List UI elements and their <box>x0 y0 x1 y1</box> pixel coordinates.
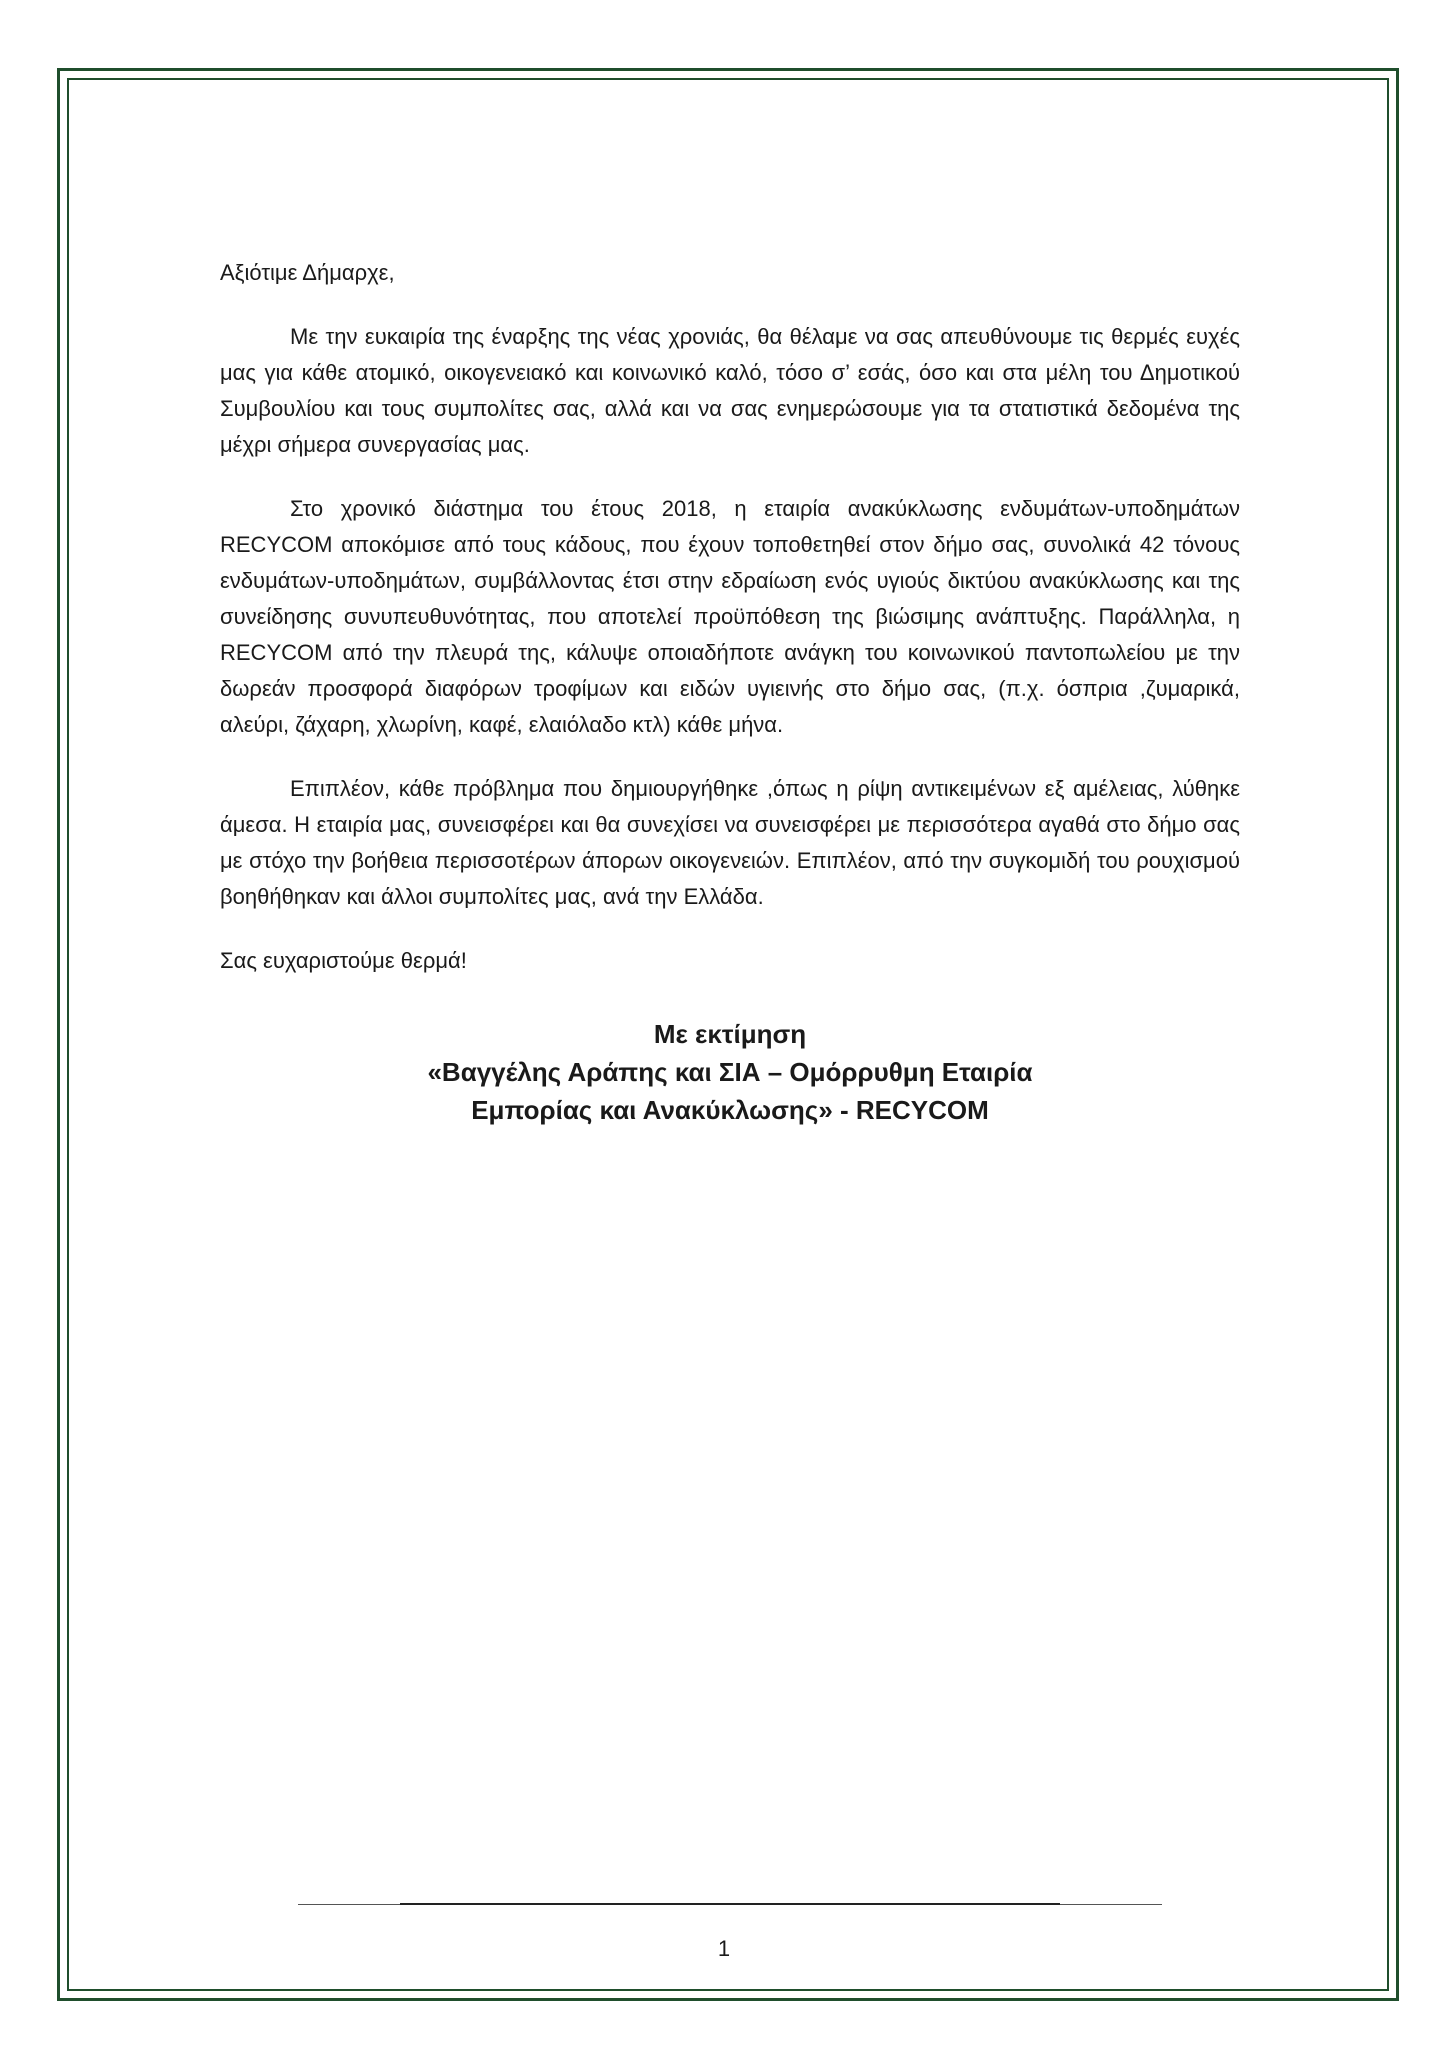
salutation: Αξιότιμε Δήμαρχε, <box>220 260 395 285</box>
paragraph-2: Στο χρονικό διάστημα του έτους 2018, η εταιρία ανακύκλωσης ενδυμάτων-υποδημάτων RECYCOM αποκόμισε από τους κάδους, που έχουν τοποθετηθεί στον δήμο σας, συνολικά 42 τόνους ενδυμάτων-υποδημάτων, συμβάλλοντας έτσι στην εδραίωση ενός υγιούς δικτύου ανακύκλωσης και της συνείδησης συνυπευθυνότητας, που αποτελεί προϋπόθεση της βιώσιμης ανάπτυξης. Παράλληλα, η RECYCOM από την πλευρά της, κάλυψε οποιαδήποτε ανάγκη του κοινωνικού παντοπωλείου με την δωρεάν προσφορά διαφόρων τροφίμων και ειδών υγιεινής στο δήμο σας, (π.χ. όσπρια ,ζυμαρικά, αλεύρι, ζάχαρη, χλωρίνη, καφέ, ελαιόλαδο κτλ) κάθε μήνα. <box>220 496 1240 737</box>
closing: Σας ευχαριστούμε θερμά! <box>220 948 467 973</box>
signature-line-2: «Βαγγέλης Αράπης και ΣΙΑ – Ομόρρυθμη Εταιρία <box>427 1057 1033 1087</box>
footer-rule-accent <box>400 1903 1060 1905</box>
paragraph-3: Επιπλέον, κάθε πρόβλημα που δημιουργήθηκε ,όπως η ρίψη αντικειμένων εξ αμέλειας, λύθηκε άμεσα. Η εταιρία μας, συνεισφέρει και θα συνεχίσει να συνεισφέρει με περισσότερα αγαθά στο δήμο σας με στόχο την βοήθεια περισσοτέρων άπορων οικογενειών. Επιπλέον, από την συγκομιδή του ρουχισμού βοηθήθηκαν και άλλοι συμπολίτες μας, ανά την Ελλάδα. <box>220 776 1240 909</box>
page-number: 1 <box>717 1936 731 1961</box>
signature-line-1: Με εκτίμηση <box>653 1019 807 1049</box>
signature-line-3: Εμπορίας και Ανακύκλωσης» - RECYCOM <box>471 1095 989 1125</box>
letter-body <box>220 255 1240 1129</box>
paragraph-1: Με την ευκαιρία της έναρξης της νέας χρονιάς, θα θέλαμε να σας απευθύνουμε τις θερμές ευχές μας για κάθε ατομικό, οικογενειακό και κοινωνικό καλό, τόσο σ’ εσάς, όσο και στα μέλη του Δημοτικού Συμβουλίου και τους συμπολίτες σας, αλλά και να σας ενημερώσουμε για τα στατιστικά δεδομένα της μέχρι σήμερα συνεργασίας μας. <box>220 324 1240 457</box>
signature-block <box>220 1015 1240 1129</box>
